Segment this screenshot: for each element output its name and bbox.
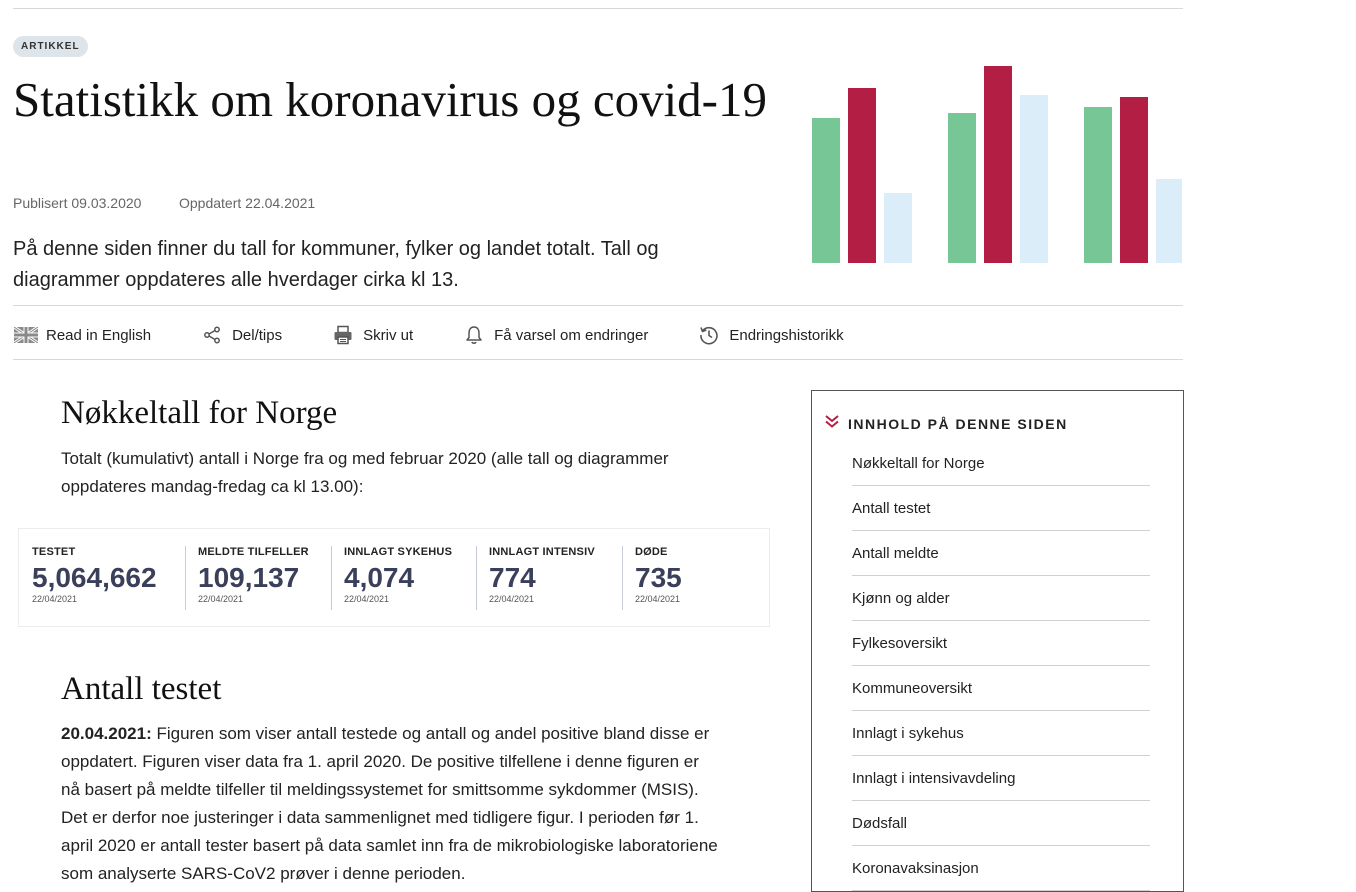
- hero-illustration: [810, 60, 1182, 264]
- toc-list: [852, 441, 1150, 891]
- toc-item-vaccination[interactable]: Koronavaksinasjon: [852, 846, 1150, 891]
- toolbar-top-divider: [13, 305, 1183, 306]
- tested-paragraph: [61, 720, 721, 888]
- share-label: Del/tips: [232, 326, 283, 344]
- key-figures-panel: [18, 528, 770, 627]
- key-figure-label: TESTET: [32, 546, 76, 558]
- key-figure-cases: [185, 546, 309, 610]
- tested-text: Figuren som viser antall testede og antall og andel positive bland disse er oppdatert. Figuren viser data fra 1. april 2020. De positive tilfellene i denne figuren er nå basert på meldte tilfeller til meldingssystemet for smittsomme sykdommer (MSIS). Det er derfor noe justeringer i data sammenlignet med tidligere figur. I perioden før 1. april 2020 er antall tester basert på data samlet inn fra de mikrobiologiske laboratoriene som analyserte SARS-CoV2 prøver i denne perioden.: [61, 724, 718, 883]
- history-label: Endringshistorikk: [729, 326, 844, 344]
- key-figure-value: 5,064,662: [32, 562, 157, 593]
- toc-header: [824, 413, 1068, 434]
- tested-date-prefix: 20.04.2021:: [61, 724, 152, 743]
- bell-icon: [461, 324, 487, 346]
- key-figure-tested: [32, 546, 157, 610]
- key-figure-label: INNLAGT SYKEHUS: [344, 546, 453, 558]
- hero-bar: [948, 113, 976, 263]
- history-icon: [696, 324, 722, 346]
- toolbar-bottom-divider: [13, 359, 1183, 360]
- key-figure-date: 22/04/2021: [344, 594, 390, 604]
- key-figure-date: 22/04/2021: [635, 594, 681, 604]
- print-link[interactable]: [330, 324, 413, 346]
- history-link[interactable]: [696, 324, 843, 346]
- toc-item-counties[interactable]: Fylkesoversikt: [852, 621, 1150, 666]
- published-date: Publisert 09.03.2020: [13, 195, 142, 211]
- updated-date: Oppdatert 22.04.2021: [179, 195, 316, 211]
- uk-flag-icon: [13, 324, 39, 346]
- key-figure-value: 774: [489, 562, 536, 593]
- key-figure-value: 4,074: [344, 562, 415, 593]
- toc-item-intensive[interactable]: Innlagt i intensivavdeling: [852, 756, 1150, 801]
- read-in-english-link[interactable]: [13, 324, 151, 346]
- hero-bar: [1156, 179, 1182, 263]
- key-figure-value: 735: [635, 562, 682, 593]
- hero-bar: [1020, 95, 1048, 263]
- print-label: Skriv ut: [363, 326, 414, 344]
- hero-bar: [884, 193, 912, 263]
- share-icon: [199, 324, 225, 346]
- notify-label: Få varsel om endringer: [494, 326, 649, 344]
- article-toolbar: [13, 320, 892, 350]
- key-figure-value: 109,137: [198, 562, 300, 593]
- hero-bar: [1084, 107, 1112, 263]
- key-figure-intensive: [476, 546, 595, 610]
- hero-bar: [848, 88, 876, 263]
- toc-item-hospital[interactable]: Innlagt i sykehus: [852, 711, 1150, 756]
- hero-bar: [984, 66, 1012, 263]
- page-title: Statistikk om koronavirus og covid-19: [13, 72, 767, 127]
- toc-item-reported[interactable]: Antall meldte: [852, 531, 1150, 576]
- key-figure-label: MELDTE TILFELLER: [198, 546, 309, 558]
- key-figure-label: DØDE: [635, 546, 668, 558]
- share-link[interactable]: [199, 324, 282, 346]
- key-figure-date: 22/04/2021: [198, 594, 244, 604]
- notify-link[interactable]: [461, 324, 648, 346]
- hero-bar: [812, 118, 840, 263]
- toc-item-municipalities[interactable]: Kommuneoversikt: [852, 666, 1150, 711]
- key-figure-hospital: [331, 546, 452, 610]
- tested-heading: Antall testet: [61, 671, 222, 707]
- toc-item-gender-age[interactable]: Kjønn og alder: [852, 576, 1150, 621]
- hero-bar: [1120, 97, 1148, 263]
- key-figures-heading: Nøkkeltall for Norge: [61, 395, 338, 431]
- article-type-badge: ARTIKKEL: [13, 36, 88, 57]
- key-figure-deaths: [622, 546, 682, 610]
- key-figure-label: INNLAGT INTENSIV: [489, 546, 595, 558]
- toc-title: INNHOLD PÅ DENNE SIDEN: [848, 415, 1068, 432]
- toc-item-deaths[interactable]: Dødsfall: [852, 801, 1150, 846]
- read-in-english-label: Read in English: [46, 326, 152, 344]
- print-icon: [330, 324, 356, 346]
- key-figure-date: 22/04/2021: [489, 594, 535, 604]
- lead-text: På denne siden finner du tall for kommuner, fylker og landet totalt. Tall og diagrammer oppdateres alle hverdager cirka kl 13.: [13, 238, 659, 291]
- table-of-contents: [811, 390, 1184, 892]
- top-divider: [13, 8, 1183, 9]
- key-figures-intro: Totalt (kumulativt) antall i Norge fra og med februar 2020 (alle tall og diagrammer oppdateres mandag-fredag ca kl 13.00):: [61, 449, 669, 496]
- key-figure-date: 22/04/2021: [32, 594, 78, 604]
- double-chevron-down-icon: [824, 413, 840, 434]
- toc-item-tested[interactable]: Antall testet: [852, 486, 1150, 531]
- toc-item-key-figures[interactable]: Nøkkeltall for Norge: [852, 441, 1150, 486]
